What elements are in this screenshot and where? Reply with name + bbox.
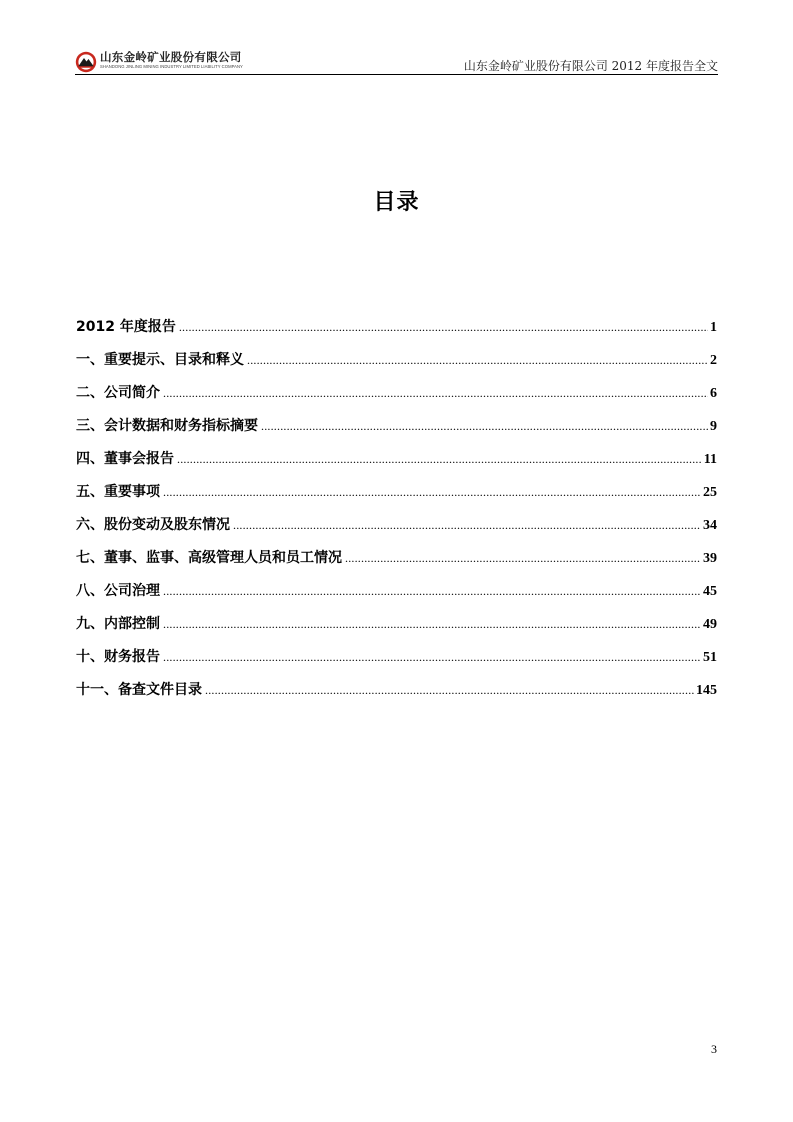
toc-leader-dots <box>247 349 708 371</box>
company-logo-icon <box>75 51 97 73</box>
toc-entry[interactable] <box>76 448 717 481</box>
toc-entry-label[interactable]: 一、重要提示、目录和释义 <box>76 352 244 368</box>
page-title: 目录 <box>373 190 420 215</box>
toc-entry-page[interactable]: 34 <box>703 518 717 533</box>
toc-entry-page[interactable]: 11 <box>703 452 717 467</box>
toc-entry-page[interactable]: 6 <box>710 386 717 401</box>
toc-leader-dots <box>163 613 701 635</box>
toc-entry-label[interactable]: 十一、备查文件目录 <box>76 682 202 698</box>
toc-entry-page[interactable]: 45 <box>703 584 717 599</box>
toc-entry[interactable] <box>76 679 717 712</box>
logo-company-name-en: SHANDONG JINLING MINING INDUSTRY LIMITED LIABILITY COMPANY <box>100 64 243 69</box>
toc-leader-dots <box>163 646 701 668</box>
toc-leader-dots <box>163 580 701 602</box>
toc-leader-dots <box>233 514 701 536</box>
toc-entry-page[interactable]: 39 <box>703 551 717 566</box>
toc-entry-page[interactable]: 25 <box>703 485 717 500</box>
toc-entry-label[interactable]: 十、财务报告 <box>76 649 160 665</box>
toc-entry-label[interactable]: 九、内部控制 <box>76 616 160 632</box>
logo-company-name: 山东金岭矿业股份有限公司 <box>100 50 242 64</box>
toc-entry-label[interactable]: 2012 年度报告 <box>76 319 176 335</box>
toc-entry-label[interactable]: 四、董事会报告 <box>76 451 174 467</box>
toc-leader-dots <box>345 547 701 569</box>
toc-entry-page[interactable]: 49 <box>703 617 717 632</box>
toc-entry-label[interactable]: 三、会计数据和财务指标摘要 <box>76 418 258 434</box>
toc-entry[interactable] <box>76 316 717 349</box>
toc-leader-dots <box>163 382 708 404</box>
toc-entry-page[interactable]: 51 <box>703 650 717 665</box>
toc-entry-page[interactable]: 2 <box>710 353 717 368</box>
toc-entry-page[interactable]: 145 <box>696 683 717 698</box>
toc-entry-label[interactable]: 六、股份变动及股东情况 <box>76 517 230 533</box>
toc-leader-dots <box>205 679 694 701</box>
table-of-contents <box>76 316 717 712</box>
toc-entry[interactable] <box>76 613 717 646</box>
toc-entry[interactable] <box>76 415 717 448</box>
company-logo <box>75 50 243 74</box>
toc-entry[interactable] <box>76 646 717 679</box>
toc-entry[interactable] <box>76 349 717 382</box>
toc-entry[interactable] <box>76 580 717 613</box>
header-document-title: 山东金岭矿业股份有限公司 2012 年度报告全文 <box>463 59 718 73</box>
toc-entry-page[interactable]: 9 <box>710 419 717 434</box>
toc-entry-label[interactable]: 八、公司治理 <box>76 583 160 599</box>
toc-leader-dots <box>177 448 702 470</box>
toc-entry[interactable] <box>76 514 717 547</box>
toc-leader-dots <box>261 415 708 437</box>
toc-entry-label[interactable]: 二、公司简介 <box>76 385 160 401</box>
toc-leader-dots <box>179 316 708 338</box>
page-header <box>75 48 718 75</box>
toc-entry-label[interactable]: 五、重要事项 <box>76 484 160 500</box>
toc-entry-label[interactable]: 七、董事、监事、高级管理人员和员工情况 <box>76 550 342 566</box>
toc-entry[interactable] <box>76 481 717 514</box>
toc-leader-dots <box>163 481 701 503</box>
toc-entry-page[interactable]: 1 <box>710 320 717 335</box>
toc-entry[interactable] <box>76 382 717 415</box>
toc-entry[interactable] <box>76 547 717 580</box>
header-divider <box>75 74 718 75</box>
page-number: 3 <box>711 1042 717 1056</box>
